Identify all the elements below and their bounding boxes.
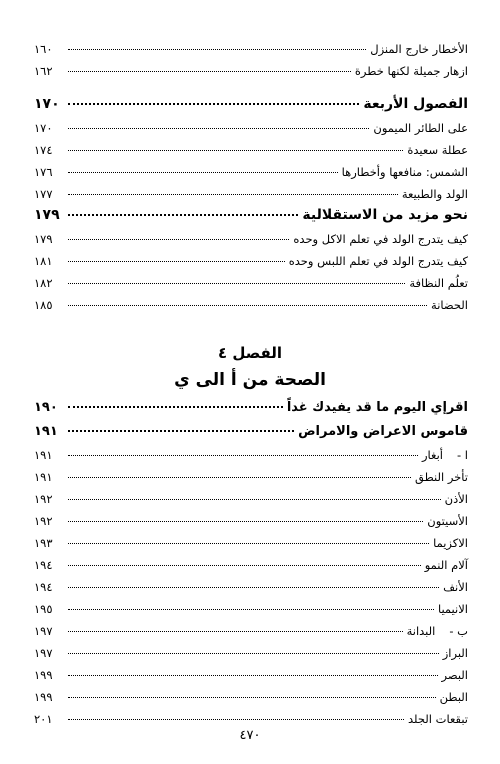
toc-entry-page: ٢٠١ [34, 712, 53, 726]
toc-entry [34, 554, 468, 576]
toc-entry-page: ١٨١ [34, 254, 53, 268]
dot-leader [68, 194, 398, 195]
toc-entry [34, 420, 468, 444]
toc-entry [34, 686, 468, 708]
toc-entry-title: عطلة سعيدة [407, 143, 468, 157]
toc-entry-title: الأسيتون [427, 514, 468, 528]
toc-entry-letter: ا - [456, 448, 468, 462]
dot-leader [68, 150, 403, 151]
toc-entry-title: كيف يتدرج الولد في تعلم اللبس وحده [288, 254, 468, 268]
toc-entry-title: قاموس الاعراض والامراض [298, 424, 468, 439]
toc-entry [34, 294, 468, 316]
dot-leader [68, 609, 434, 610]
toc-entry-page: ١٧٠ [34, 96, 60, 112]
toc-entry-page: ١٩٤ [34, 558, 53, 572]
toc-group-health-heads [34, 396, 468, 444]
toc-entry [34, 466, 468, 488]
toc-entry [34, 250, 468, 272]
toc-entry-page: ١٨٥ [34, 298, 53, 312]
toc-group-dictionary [34, 444, 468, 730]
toc-entry-page: ١٩٥ [34, 602, 53, 616]
toc-entry-page: ١٧٠ [34, 121, 53, 135]
toc-entry [34, 598, 468, 620]
dot-leader [68, 261, 285, 262]
toc-entry-page: ١٧٩ [34, 207, 60, 223]
toc-entry [34, 532, 468, 554]
toc-entry [34, 272, 468, 294]
toc-entry-title: الانيميا [437, 602, 468, 616]
dot-leader [68, 239, 289, 240]
toc-entry-page: ١٧٧ [34, 187, 53, 201]
dot-leader [68, 305, 427, 306]
dot-leader [68, 430, 294, 432]
dot-leader [68, 543, 429, 544]
toc-entry [34, 708, 468, 730]
toc-entry-page: ١٩١ [34, 470, 53, 484]
toc-entry [34, 488, 468, 510]
toc-entry [34, 91, 468, 117]
page-number: ٤٧٠ [239, 728, 261, 743]
toc-entry-page: ١٦٢ [34, 64, 53, 78]
toc-group-safety [34, 38, 468, 82]
toc-entry-title: ازهار جميلة لكنها خطرة [354, 64, 468, 78]
toc-entry [34, 444, 468, 466]
toc-entry [34, 510, 468, 532]
dot-leader [68, 128, 369, 129]
dot-leader [68, 172, 338, 173]
chapter-label: الفصل ٤ [217, 344, 283, 362]
toc-entry-title: نحو مزيد من الاستقلالية [302, 207, 468, 223]
toc-entry-title: على الطائر الميمون [373, 121, 468, 135]
toc-entry-page: ١٩٩ [34, 668, 53, 682]
toc-entry-page: ١٩٠ [34, 400, 58, 415]
toc-entry-title: آلام النمو [424, 558, 468, 572]
dot-leader [68, 71, 351, 72]
toc-entry [34, 38, 468, 60]
toc-entry-page: ١٩٣ [34, 536, 53, 550]
toc-entry [34, 202, 468, 228]
toc-entry [34, 396, 468, 420]
toc-entry-page: ١٩٧ [34, 646, 53, 660]
dot-leader [68, 631, 403, 632]
toc-entry-page: ١٩٧ [34, 624, 53, 638]
toc-entry-title: تبقعات الجلد [408, 712, 468, 726]
toc-entry-title: الأنف [443, 580, 468, 594]
toc-entry [34, 139, 468, 161]
dot-leader [68, 499, 441, 500]
toc-group-seasons [34, 91, 468, 205]
toc-entry-title: الأخطار خارج المنزل [370, 42, 468, 56]
toc-entry-title: البطن [439, 690, 468, 704]
toc-entry-page: ١٩١ [34, 448, 53, 462]
toc-entry [34, 620, 468, 642]
toc-entry [34, 117, 468, 139]
toc-entry-title: تأخر النطق [414, 470, 468, 484]
chapter-title: الصحة من أ الى ي [174, 370, 326, 390]
dot-leader [68, 477, 411, 478]
toc-entry-title: الفصول الأربعة [363, 96, 468, 112]
toc-entry-letter: ب - [449, 624, 468, 638]
toc-group-independence [34, 202, 468, 316]
toc-entry-title: البراز [442, 646, 468, 660]
dot-leader [68, 455, 418, 456]
toc-entry-title: اقرإي اليوم ما قد يفيدك غداً [286, 400, 468, 415]
toc-entry-page: ١٩١ [34, 424, 58, 439]
toc-entry-title: الحضانة [431, 298, 468, 312]
toc-entry-title: الأذن [444, 492, 468, 506]
toc-entry-page: ١٦٠ [34, 42, 53, 56]
toc-entry-page: ١٧٩ [34, 232, 53, 246]
dot-leader [68, 675, 438, 676]
toc-entry-title: الولد والطبيعة [401, 187, 468, 201]
toc-entry-page: ١٩٩ [34, 690, 53, 704]
toc-entry-page: ١٩٢ [34, 514, 53, 528]
toc-entry-title: كيف يتدرج الولد في تعلم الاكل وحده [293, 232, 468, 246]
dot-leader [68, 587, 439, 588]
dot-leader [68, 719, 404, 720]
toc-entry [34, 228, 468, 250]
toc-entry-title: البدانة [406, 624, 436, 638]
dot-leader [68, 406, 283, 408]
toc-entry-title: تعلُم النظافة [409, 276, 468, 290]
dot-leader [68, 521, 423, 522]
toc-entry-page: ١٩٢ [34, 492, 53, 506]
dot-leader [68, 49, 366, 50]
toc-entry-page: ١٨٢ [34, 276, 53, 290]
dot-leader [68, 565, 421, 566]
toc-entry [34, 576, 468, 598]
toc-entry-page: ١٧٦ [34, 165, 53, 179]
dot-leader [68, 103, 359, 105]
toc-entry-title: الشمس: منافعها وأخطارها [341, 165, 468, 179]
toc-entry [34, 664, 468, 686]
toc-entry [34, 161, 468, 183]
dot-leader [68, 214, 298, 216]
dot-leader [68, 283, 405, 284]
toc-entry-page: ١٧٤ [34, 143, 53, 157]
toc-entry-title: أبغار [421, 448, 443, 462]
toc-entry [34, 60, 468, 82]
dot-leader [68, 697, 436, 698]
toc-entry-title: البصر [441, 668, 468, 682]
dot-leader [68, 653, 439, 654]
toc-entry-page: ١٩٤ [34, 580, 53, 594]
toc-entry [34, 642, 468, 664]
toc-entry-title: الاكزيما [433, 536, 468, 550]
